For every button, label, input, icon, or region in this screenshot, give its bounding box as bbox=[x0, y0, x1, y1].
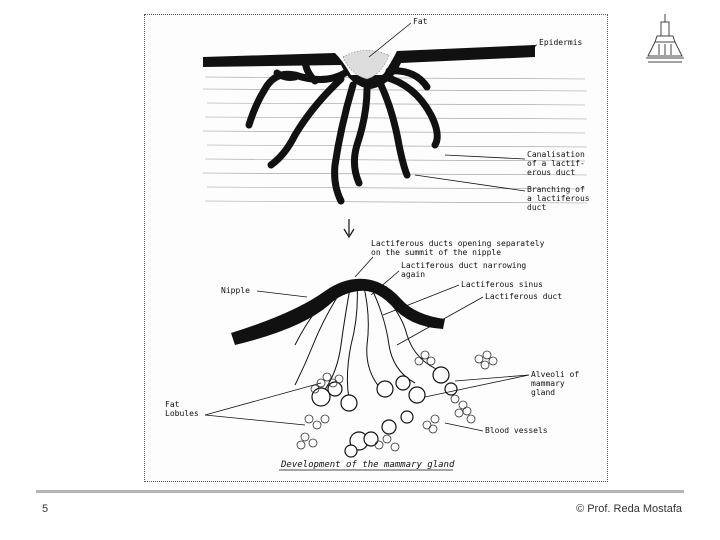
label-canalisation-2: of a lactif- bbox=[527, 159, 585, 168]
label-alveoli-1: Alveoli of bbox=[531, 370, 580, 379]
label-narrowing-2: again bbox=[401, 270, 426, 279]
mammary-development-diagram bbox=[145, 15, 607, 481]
label-duct: Lactiferous duct bbox=[485, 292, 563, 301]
label-alveoli-2: mammary bbox=[531, 379, 565, 388]
label-fat-lobules-1: Fat bbox=[165, 400, 180, 409]
label-alveoli-3: gland bbox=[531, 388, 556, 397]
label-narrowing-1: Lactiferous duct narrowing bbox=[401, 261, 527, 270]
label-branching-2: a lactiferous bbox=[527, 194, 590, 203]
label-openings-1: Lactiferous ducts opening separately bbox=[371, 239, 545, 248]
label-branching-3: duct bbox=[527, 203, 547, 212]
label-blood-vessels: Blood vessels bbox=[485, 426, 548, 435]
label-branching-1: Branching of bbox=[527, 185, 585, 194]
figure-caption: Development of the mammary gland bbox=[281, 460, 455, 470]
label-sinus: Lactiferous sinus bbox=[461, 280, 543, 289]
page-number: 5 bbox=[42, 503, 49, 515]
duct-buds bbox=[249, 59, 437, 201]
down-arrow-icon bbox=[344, 219, 354, 237]
label-fat-lobules-2: Lobules bbox=[165, 409, 199, 418]
label-canalisation-1: Canalisation bbox=[527, 150, 585, 159]
label-nipple: Nipple bbox=[221, 286, 250, 295]
label-epidermis: Epidermis bbox=[539, 38, 583, 47]
footer-divider bbox=[36, 490, 684, 493]
label-fat: Fat bbox=[413, 17, 428, 26]
author-credit: © Prof. Reda Mostafa bbox=[576, 503, 682, 515]
label-openings-2: on the summit of the nipple bbox=[371, 248, 502, 257]
university-logo-icon bbox=[644, 12, 686, 66]
alveoli-clusters bbox=[312, 367, 457, 457]
diagram-figure bbox=[144, 14, 608, 482]
label-canalisation-3: erous duct bbox=[527, 168, 576, 177]
